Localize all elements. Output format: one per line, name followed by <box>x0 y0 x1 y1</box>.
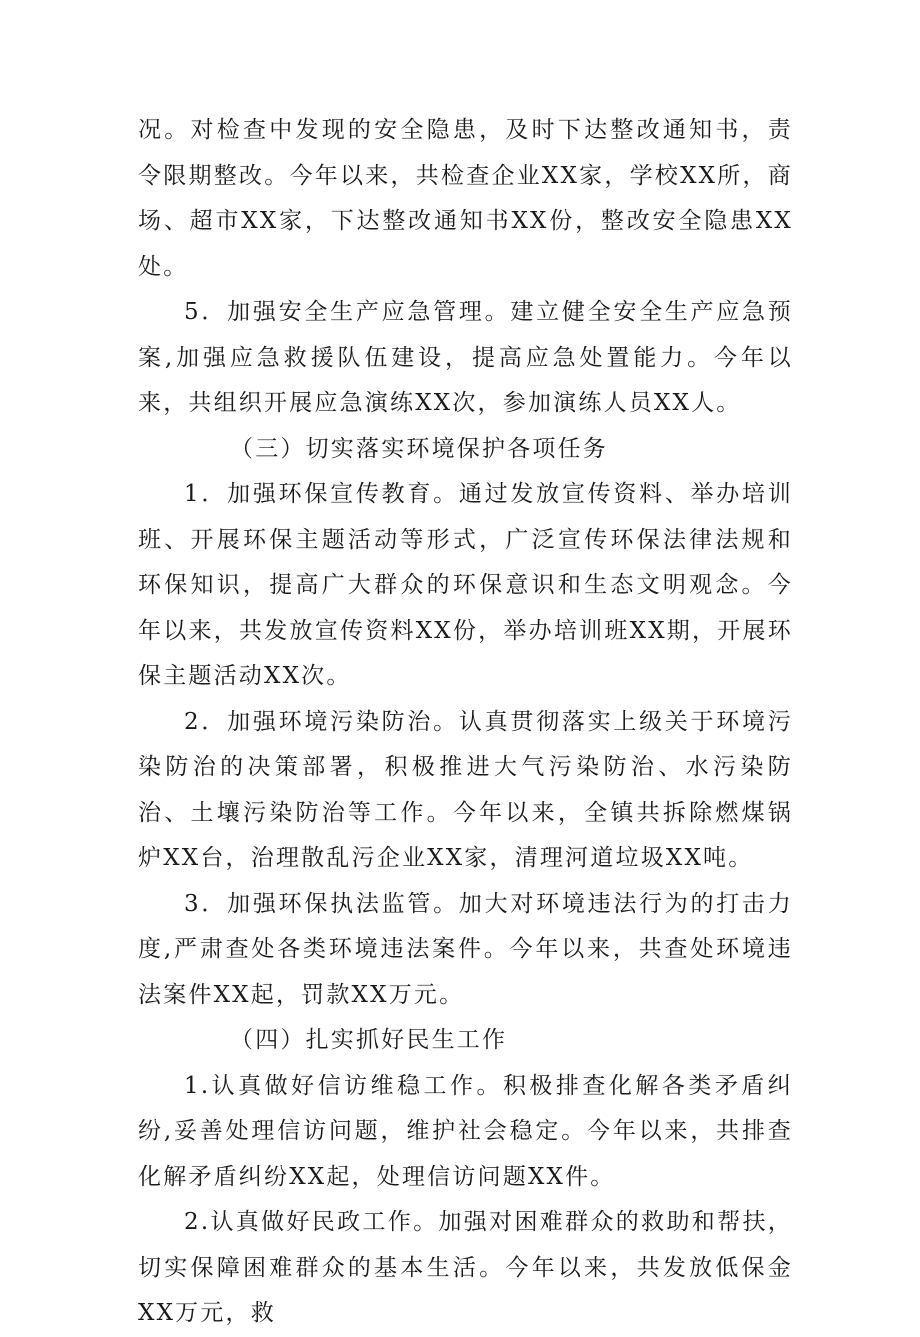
paragraph-item-2-pollution: 2．加强环境污染防治。认真贯彻落实上级关于环境污染防治的决策部署，积极推进大气污染防治、水污染防治、土壤污染防治等工作。今年以来，全镇共拆除燃煤锅炉XX台，治理散乱污企业XX家，清理河道垃圾XX吨。 <box>138 708 793 871</box>
paragraph-item-1-publicity: 1．加强环保宣传教育。通过发放宣传资料、举办培训班、开展环保主题活动等形式，广泛宣传环保法律法规和环保知识，提高广大群众的环保意识和生态文明观念。今年以来，共发放宣传资料XX份，举办培训班XX期，开展环保主题活动XX次。 <box>138 481 793 689</box>
section-heading-4: （四）扎实抓好民生工作 <box>230 1027 508 1053</box>
document-body <box>138 108 793 1337</box>
paragraph-item-5-emergency: 5．加强安全生产应急管理。建立健全安全生产应急预案,加强应急救援队伍建设，提高应急处置能力。今年以来，共组织开展应急演练XX次，参加演练人员XX人。 <box>138 299 793 416</box>
paragraph-item-3-enforcement: 3．加强环保执法监管。加大对环境违法行为的打击力度,严肃查处各类环境违法案件。今年以来，共查处环境违法案件XX起，罚款XX万元。 <box>138 890 793 1008</box>
paragraph-item-1-petition: 1.认真做好信访维稳工作。积极排查化解各类矛盾纠纷,妥善处理信访问题，维护社会稳定。今年以来，共排查化解矛盾纠纷XX起，处理信访问题XX件。 <box>138 1072 793 1190</box>
section-heading-3: （三）切实落实环境保护各项任务 <box>230 435 608 462</box>
paragraph-continued: 况。对检查中发现的安全隐患，及时下达整改通知书，责令限期整改。今年以来，共检查企业XX家，学校XX所，商场、超市XX家，下达整改通知书XX份，整改安全隐患XX处。 <box>138 117 793 280</box>
paragraph-item-2-civil-affairs: 2.认真做好民政工作。加强对困难群众的救助和帮扶，切实保障困难群众的基本生活。今年以来，共发放低保金XX万元，救 <box>138 1209 793 1326</box>
